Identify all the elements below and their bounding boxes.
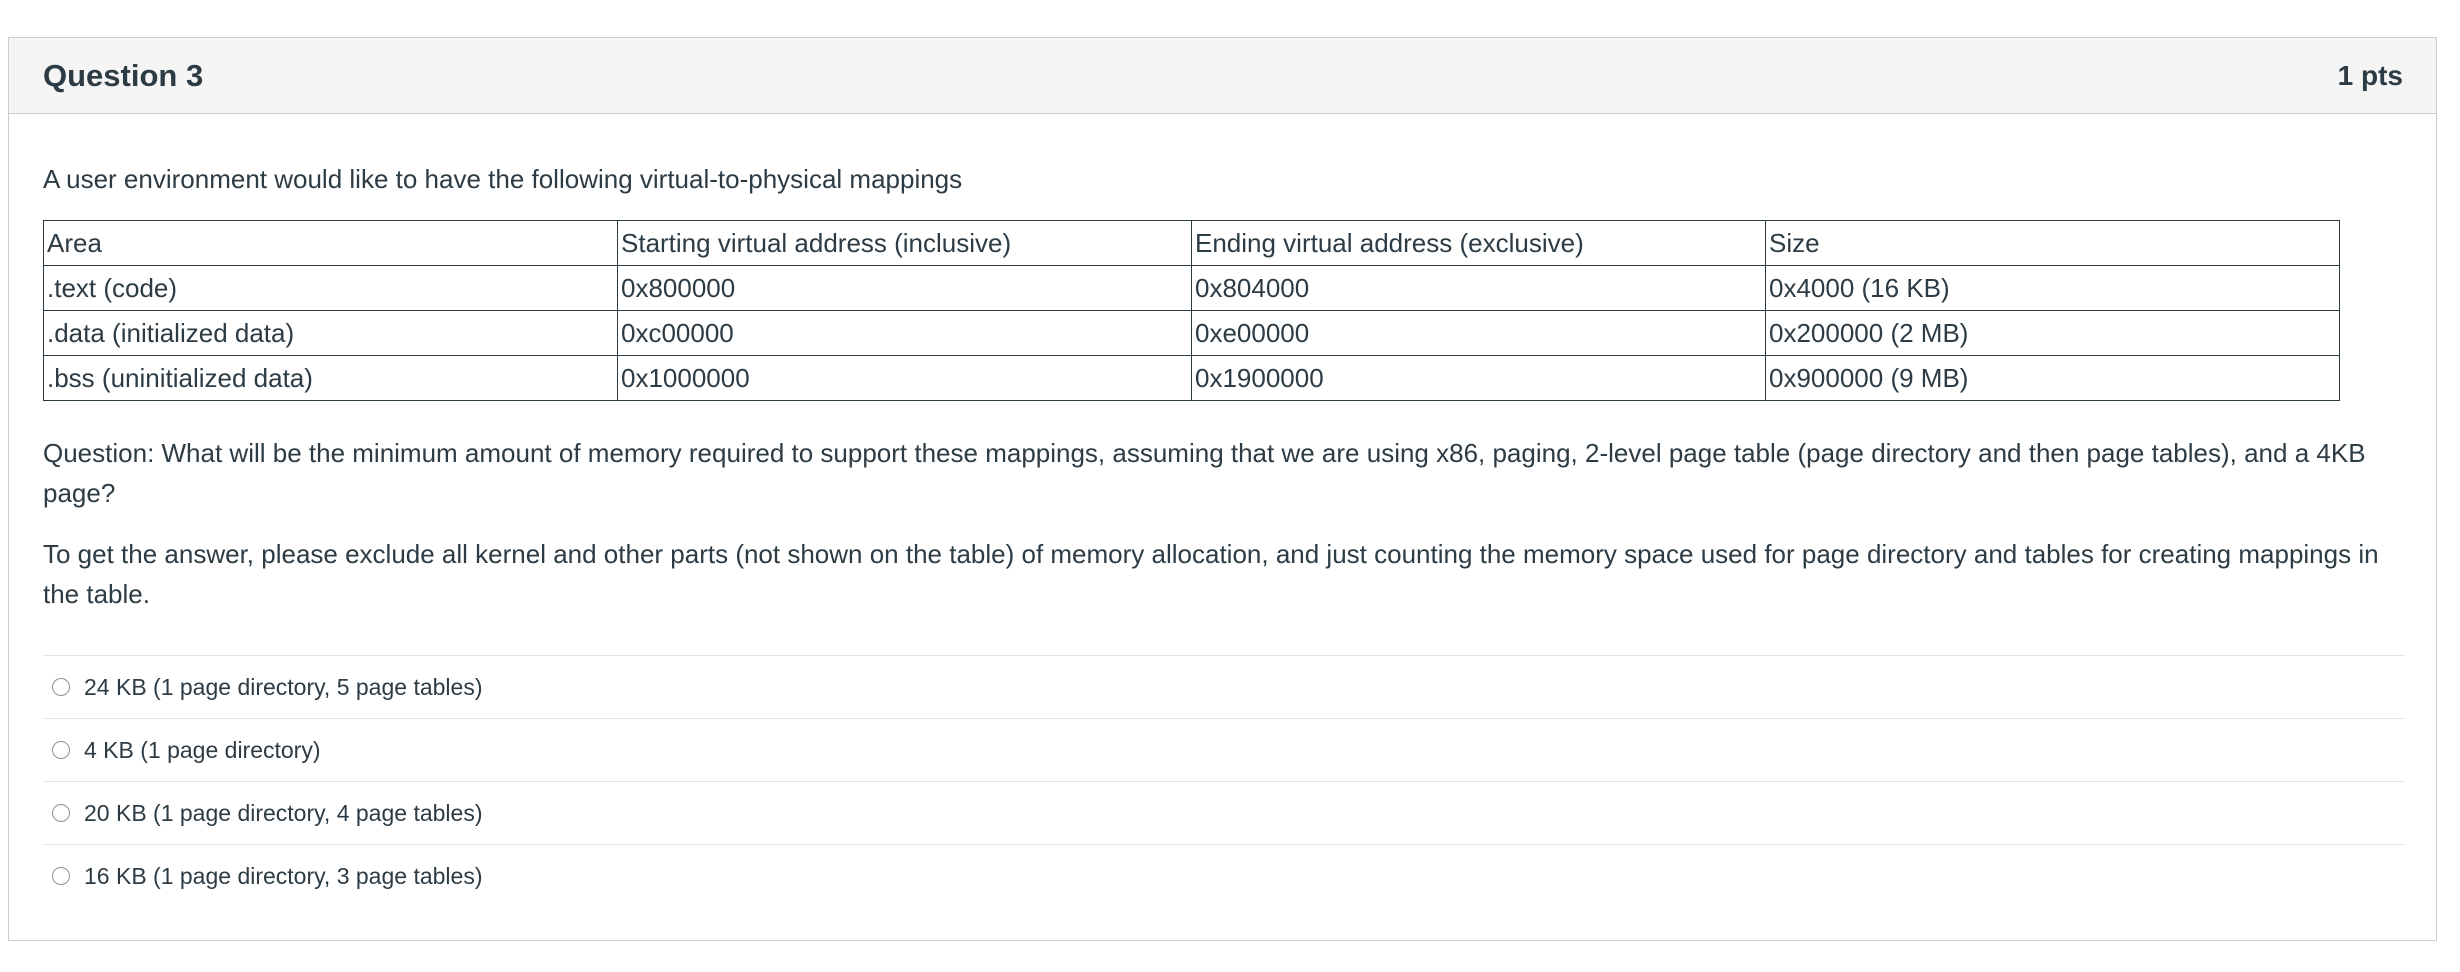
mappings-table xyxy=(43,220,2340,401)
table-cell: 0x1000000 xyxy=(618,356,1192,401)
answer-label[interactable]: 20 KB (1 page directory, 4 page tables) xyxy=(84,799,483,826)
question-text: Question: What will be the minimum amount of memory required to support these mappings, assuming that we are using x86, paging, 2-level page table (page directory and then page tables), and a 4KB page? xyxy=(43,438,2366,508)
answer-list xyxy=(43,655,2405,907)
table-header-cell: Size xyxy=(1766,221,2340,266)
answer-option-1[interactable] xyxy=(43,655,2405,718)
table-cell: .text (code) xyxy=(44,266,618,311)
question-header xyxy=(9,38,2436,114)
radio-button[interactable] xyxy=(52,804,70,822)
answer-label[interactable]: 4 KB (1 page directory) xyxy=(84,736,321,763)
table-cell: 0x4000 (16 KB) xyxy=(1766,266,2340,311)
answer-option-2[interactable] xyxy=(43,718,2405,781)
table-header-cell: Area xyxy=(44,221,618,266)
answer-option-4[interactable] xyxy=(43,844,2405,907)
table-cell: .data (initialized data) xyxy=(44,311,618,356)
question-points: 1 pts xyxy=(2337,59,2403,91)
table-cell: 0x800000 xyxy=(618,266,1192,311)
table-cell: 0x200000 (2 MB) xyxy=(1766,311,2340,356)
table-row xyxy=(44,356,2340,401)
table-row xyxy=(44,266,2340,311)
table-row xyxy=(44,311,2340,356)
radio-button[interactable] xyxy=(52,867,70,885)
table-header-row xyxy=(44,221,2340,266)
answer-option-3[interactable] xyxy=(43,781,2405,844)
table-cell: .bss (uninitialized data) xyxy=(44,356,618,401)
answer-label[interactable]: 24 KB (1 page directory, 5 page tables) xyxy=(84,673,483,700)
answer-label[interactable]: 16 KB (1 page directory, 3 page tables) xyxy=(84,862,483,889)
table-cell: 0x804000 xyxy=(1192,266,1766,311)
instruction-text: To get the answer, please exclude all kernel and other parts (not shown on the table) of memory allocation, and just counting the memory space used for page directory and tables for creating mappings in the table. xyxy=(43,539,2379,609)
table-cell: 0xc00000 xyxy=(618,311,1192,356)
table-cell: 0x1900000 xyxy=(1192,356,1766,401)
table-header-cell: Starting virtual address (inclusive) xyxy=(618,221,1192,266)
question-title: Question 3 xyxy=(43,57,204,93)
table-cell: 0xe00000 xyxy=(1192,311,1766,356)
intro-text: A user environment would like to have the following virtual-to-physical mappings xyxy=(43,164,963,194)
radio-button[interactable] xyxy=(52,678,70,696)
table-header-cell: Ending virtual address (exclusive) xyxy=(1192,221,1766,266)
radio-button[interactable] xyxy=(52,741,70,759)
table-cell: 0x900000 (9 MB) xyxy=(1766,356,2340,401)
question-card xyxy=(8,37,2437,941)
